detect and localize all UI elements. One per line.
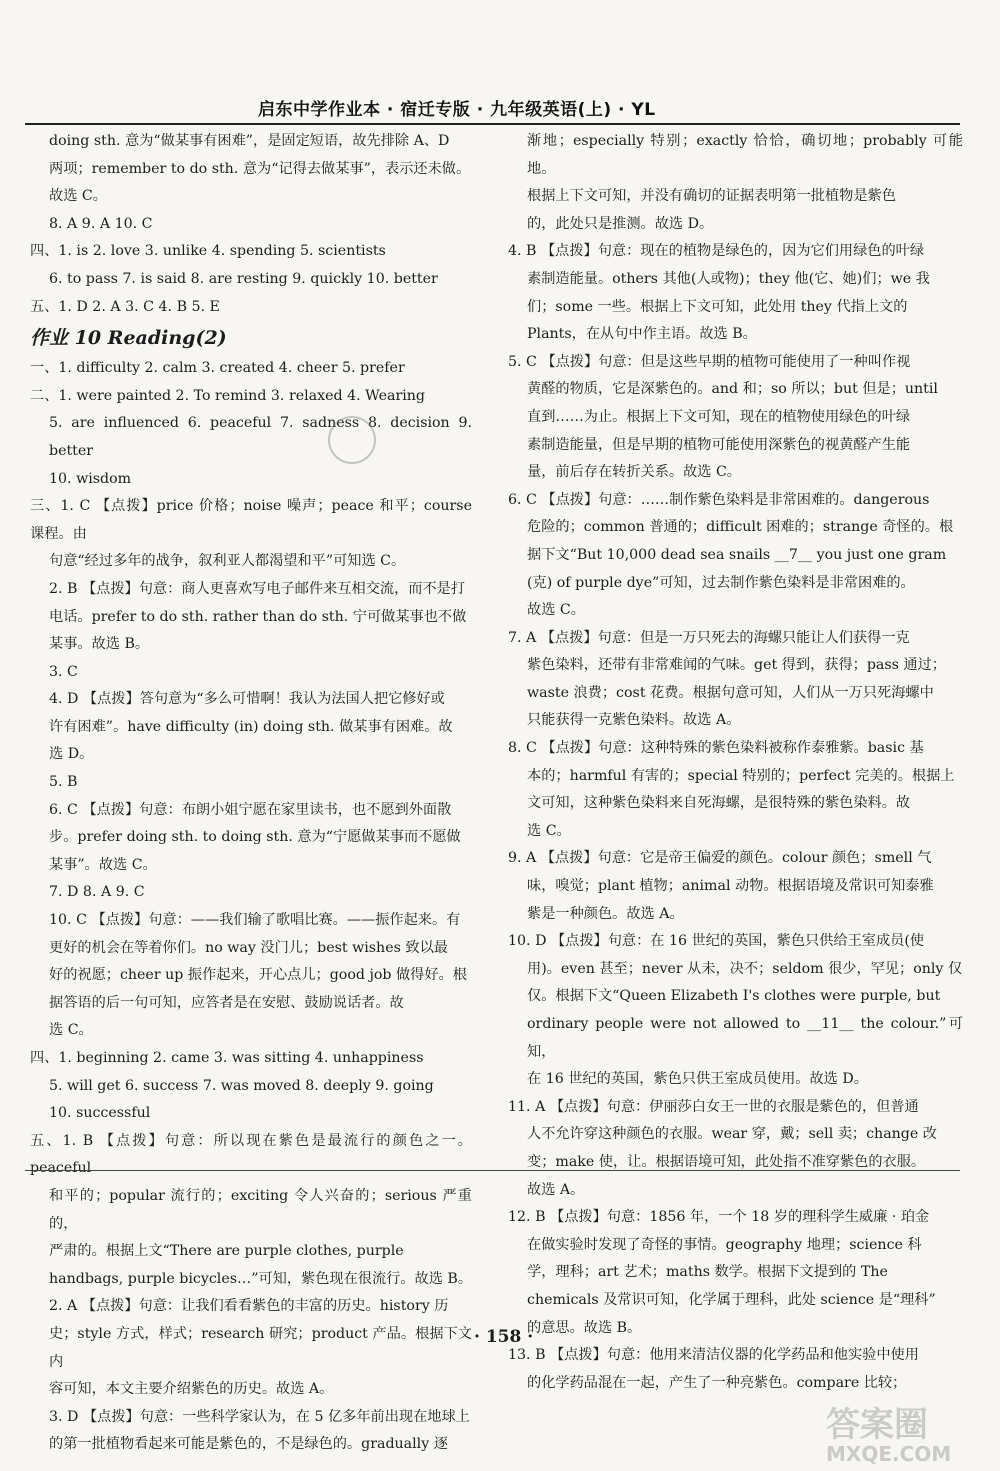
answer-line: 10. C 【点拨】句意：——我们输了歌唱比赛。——振作起来。有 [49,912,461,929]
answer-line: 2. B 【点拨】句意：商人更喜欢写电子邮件来互相交流，而不是打 [49,580,466,597]
answer-line: 许有困难”。have difficulty (in) doing sth. 做某事有困难。故 [49,718,453,735]
answer-line: 二、1. were painted 2. To remind 3. relaxed 4. Wearing [30,387,425,404]
answer-line: 在 16 世纪的英国，紫色只供王室成员使用。故选 D。 [527,1071,868,1088]
answer-line: 只能获得一克紫色染料。故选 A。 [527,712,741,729]
answer-line: 紫是一种颜色。故选 A。 [527,905,684,922]
answer-line: 四、1. beginning 2. came 3. was sitting 4. unhappiness [30,1050,424,1066]
answer-line: 用)。even 甚至；never 从未，决不；seldom 很少，罕见；only 仅 [527,960,963,977]
answer-line: 5. are influenced 6. peaceful 7. sadness 8. decision 9. better [49,415,472,459]
ink-stamp-mark [328,416,376,464]
answer-line: Plants，在从句中作主语。故选 B。 [527,326,757,343]
answer-line: handbags, purple bicycles…”可知，紫色现在很流行。故选 B。 [49,1270,473,1287]
answer-line: 的，此处只是推测。故选 D。 [527,215,714,232]
answer-line: 严肃的。根据上文“There are purple clothes, purple [49,1243,404,1260]
answer-line: 更好的机会在等着你们。no way 没门儿；best wishes 致以最 [49,939,448,956]
answer-line: 好的祝愿；cheer up 振作起来，开心点儿；good job 做得好。根 [49,967,467,984]
answer-line: 8. C 【点拨】句意：这种特殊的紫色染料被称作泰雅紫。basic 基 [508,740,924,757]
answer-line: 三、1. C 【点拨】price 价格；noise 噪声；peace 和平；course 课程。由 [30,498,472,542]
answer-line: 和平的；popular 流行的；exciting 令人兴奋的；serious 严重的， [49,1187,472,1232]
answer-line: 句意“经过多年的战争，叙利亚人都渴望和平”可知选 C。 [49,553,406,570]
answer-line: 一、1. difficulty 2. calm 3. created 4. cheer 5. prefer [30,360,405,377]
answer-line: 5. C 【点拨】句意：但是这些早期的植物可能使用了一种叫作视 [508,353,911,370]
answer-line: waste 浪费；cost 花费。根据句意可知，人们从一万只死海螺中 [527,684,934,701]
answer-line: 10. wisdom [49,470,132,487]
answer-line: 容可知，本文主要介绍紫色的历史。故选 A。 [49,1381,334,1398]
footnote-rule [25,1170,960,1171]
answer-line: 危险的；common 普通的；difficult 困难的；strange 奇怪的。根 [527,519,954,536]
answer-line: 6. C 【点拨】句意：布朗小姐宁愿在家里读书，也不愿到外面散 [49,801,452,818]
answer-line: 直到……为止。根据上下文可知，现在的植物使用绿色的叶绿 [527,408,911,425]
answer-line: 两项；remember to do sth. 意为“记得去做某事”，表示还未做。 [49,160,471,177]
answer-line: 们；some 一些。根据上下文可知，此处用 they 代指上文的 [527,298,908,315]
answer-line: 7. A 【点拨】句意：但是一万只死去的海螺只能让人们获得一克 [508,629,910,646]
right-column [508,128,963,1397]
answer-line: 4. B 【点拨】句意：现在的植物是绿色的，因为它们用绿色的叶绿 [508,243,925,260]
answer-line: 选 D。 [49,746,94,763]
watermark-logo-text: 答案圈 [826,1405,928,1445]
answer-line: 10. D 【点拨】句意：在 16 世纪的英国，紫色只供给王室成员(使 [508,933,925,950]
answer-line: 13. B 【点拨】句意：他用来清洁仪器的化学药品和他实验中使用 [508,1347,919,1364]
answer-line: 史；style 方式，样式；research 研究；product 产品。根据下文内 [49,1325,472,1370]
answer-line: 渐地；especially 特别；exactly 恰恰，确切地；probably 可能地。 [527,133,963,177]
answer-line: ordinary people were not allowed to __11__ the colour.”可知， [527,1016,963,1060]
answer-line: 变；make 使，让。根据语境可知，此处指不准穿紫色的衣服。 [527,1153,926,1170]
answer-line: (克) of purple dye”可知，过去制作紫色染料是非常困难的。 [527,574,915,591]
answer-line: 素制造能量。others 其他(人或物)；they 他(它、她)们；we 我 [527,270,930,287]
answer-line: 选 C。 [527,822,571,839]
answer-line: 电话。prefer to do sth. rather than do sth. 宁可做某事也不做 [49,608,467,625]
answer-line: 人不允许穿这种颜色的衣服。wear 穿，戴；sell 卖；change 改 [527,1126,937,1143]
answer-line: 选 C。 [49,1022,93,1039]
answer-line: 黄醛的物质，它是深紫色的。and 和；so 所以；but 但是；until [527,381,938,398]
answer-line: 某事”。故选 C。 [49,856,157,873]
answer-line: 据下文“But 10,000 dead sea snails __7__ you just one gram [527,546,947,563]
answer-line: 2. A 【点拨】句意：让我们看看紫色的丰富的历史。history 历 [49,1298,449,1315]
watermark-url: MXQE.COM [826,1442,952,1466]
answer-line: 故选 C。 [527,602,585,619]
section-heading: 作业 10 Reading(2) [30,327,227,350]
answer-line: 4. D 【点拨】答句意为“多么可惜啊！我认为法国人把它修好或 [49,691,445,708]
answer-line: 3. C [49,663,78,680]
answer-line: 7. D 8. A 9. C [49,884,145,901]
answer-line: 10. successful [49,1105,151,1122]
answer-line: 四、1. is 2. love 3. unlike 4. spending 5. scientists [30,243,386,260]
page-number: · 158 · [474,1327,534,1347]
answer-line: 味，嗅觉；plant 植物；animal 动物。根据语境及常识可知泰雅 [527,878,934,895]
answer-line: 3. D 【点拨】句意：一些科学家认为，在 5 亿多年前出现在地球上 [49,1408,470,1425]
answer-line: 学，理科；art 艺术；maths 数学。根据下文提到的 The [527,1264,888,1281]
answer-line: 量，前后存在转折关系。故选 C。 [527,464,741,481]
answer-line: 6. C 【点拨】句意：……制作紫色染料是非常困难的。dangerous [508,491,930,508]
answer-line: 故选 A。 [527,1181,585,1198]
answer-line: 据答语的后一句可知，应答者是在安慰、鼓励说话者。故 [49,994,404,1011]
answer-line: 9. A 【点拨】句意：它是帝王偏爱的颜色。colour 颜色；smell 气 [508,850,932,867]
answer-line: 仅。根据下文“Queen Elizabeth Ⅰ's clothes were purple, but [527,988,941,1005]
answer-line: 5. B [49,774,78,791]
left-column [30,128,472,1459]
answer-line: 素制造能量，但是早期的植物可能使用深紫色的视黄醛产生能 [527,436,911,453]
answer-line: 8. A 9. A 10. C [49,215,153,232]
answer-line: 本的；harmful 有害的；special 特别的；perfect 完美的。根据上 [527,767,955,784]
answer-line: 的意思。故选 B。 [527,1319,642,1336]
answer-line: 的化学药品混在一起，产生了一种亮紫色。compare 比较； [527,1374,907,1391]
answer-line: 紫色染料，还带有非常难闻的气味。get 得到，获得；pass 通过； [527,657,946,674]
answer-line: 11. A 【点拨】句意：伊丽莎白女王一世的衣服是紫色的，但普通 [508,1098,919,1115]
answer-line: 某事。故选 B。 [49,636,150,653]
answer-line: 步。prefer doing sth. to doing sth. 意为“宁愿做某事而不愿做 [49,829,461,846]
answer-line: 12. B 【点拨】句意：1856 年，一个 18 岁的理科学生威廉 · 珀金 [508,1209,930,1226]
answer-line: 根据上下文可知，并没有确切的证据表明第一批植物是紫色 [527,188,896,205]
answer-line: chemicals 及常识可知，化学属于理科，此处 science 是“理科” [527,1291,936,1308]
running-header: 启东中学作业本 · 宿迁专版 · 九年级英语(上) · YL [258,100,656,120]
answer-line: 在做实验时发现了奇怪的事情。geography 地理；science 科 [527,1236,922,1253]
watermark [826,1405,986,1468]
answer-line: doing sth. 意为“做某事有困难”，是固定短语，故先排除 A、D [49,133,450,149]
answer-line: 5. will get 6. success 7. was moved 8. deeply 9. going [49,1077,434,1094]
answer-line: 文可知，这种紫色染料来自死海螺，是很特殊的紫色染料。故 [527,795,911,812]
answer-line: 五、1. B 【点拨】句意：所以现在紫色是最流行的颜色之一。peaceful [30,1132,472,1177]
answer-line: 故选 C。 [49,188,107,205]
answer-line: 五、1. D 2. A 3. C 4. B 5. E [30,298,220,315]
header-rule [25,123,960,125]
answer-line: 6. to pass 7. is said 8. are resting 9. quickly 10. better [49,270,438,287]
answer-line: 的第一批植物看起来可能是紫色的，不是绿色的。gradually 逐 [49,1436,448,1453]
